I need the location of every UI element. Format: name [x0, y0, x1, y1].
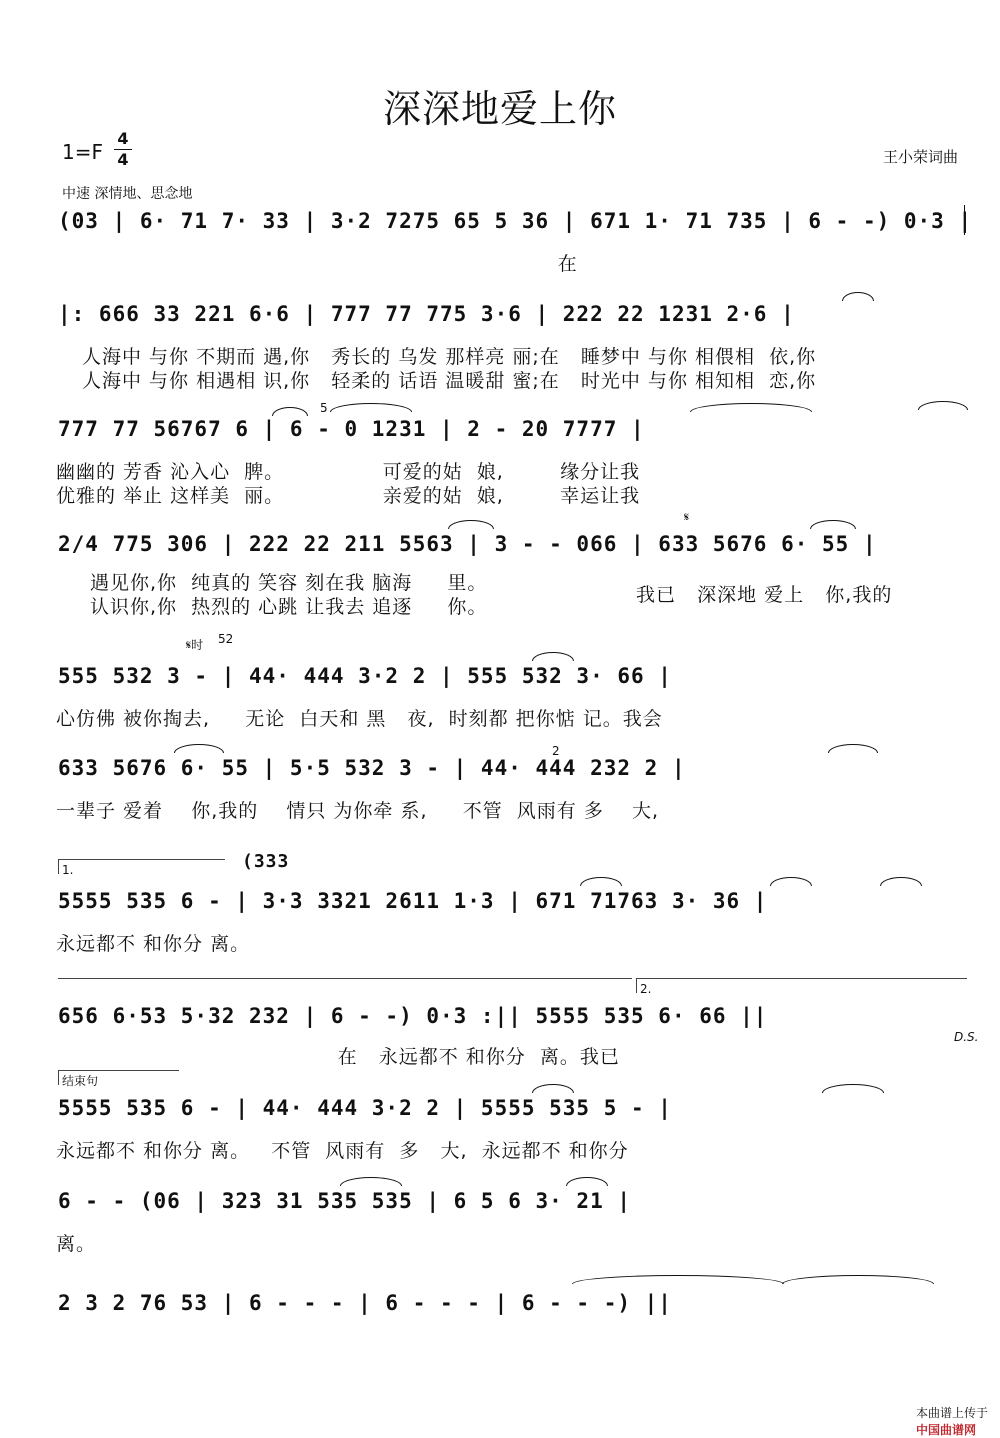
notes-line-4: 2/4 775 306 | 222 22 211 5563 | 3 - - 066 | 633 5676 6· 55 | — [58, 532, 877, 556]
pickup-notes: (333 — [242, 851, 290, 872]
volta-2-label: 2. — [640, 982, 652, 996]
lyrics-line-4-chorus: 我已 深深地 爱上 你,我的 — [636, 584, 893, 606]
lyrics-line-4-verse-1: 遇见你,你 纯真的 笑容 刻在我 脑海 里。 — [90, 572, 488, 594]
lyrics-line-3-verse-2: 优雅的 举止 这样美 丽。 亲爱的姑 娘, 幸运让我 — [56, 485, 641, 507]
key-signature: 1=F — [62, 140, 103, 164]
volta-bracket-1-continued — [58, 978, 632, 993]
slur — [572, 1275, 784, 1284]
notes-line-10: 6 - - (06 | 323 31 535 535 | 6 5 6 3· 21 | — [58, 1189, 632, 1213]
slur — [842, 292, 874, 301]
lyrics-line-4-verse-2: 认识你,你 热烈的 心跳 让我去 追逐 你。 — [90, 596, 488, 618]
lyrics-line-5: 心仿佛 被你掏去, 无论 白天和 黑 夜, 时刻都 把你惦 记。我会 — [56, 708, 663, 730]
slur — [330, 403, 412, 412]
time-sig-bottom: 4 — [117, 150, 129, 169]
slur — [690, 403, 812, 412]
footer-site: 中国曲谱网 — [915, 1423, 976, 1437]
notes-line-2: |: 666 33 221 6·6 | 777 77 775 3·6 | 222 22 1231 2·6 | — [58, 302, 795, 326]
slur — [340, 1177, 402, 1186]
slur — [448, 520, 494, 529]
slur — [880, 877, 922, 886]
volta-bracket-2 — [636, 978, 967, 993]
slur — [272, 407, 308, 416]
segno-sign: 𝄋 — [684, 510, 690, 524]
notes-line-5: 555 532 3 - | 44· 444 3·2 2 | 555 532 3· 66 | — [58, 664, 672, 688]
time-signature — [114, 130, 132, 169]
notes-line-8: 656 6·53 5·32 232 | 6 - -) 0·3 :|| 5555 535 6· 66 || — [58, 1004, 768, 1028]
slur — [810, 520, 856, 529]
time-sig-top: 4 — [117, 129, 129, 148]
notes-line-3: 777 77 56767 6 | 6 - 0 1231 | 2 - 20 7777 | — [58, 417, 645, 441]
lyrics-line-10: 离。 — [56, 1233, 97, 1255]
slur — [822, 1084, 884, 1093]
slur — [566, 1177, 608, 1186]
grace-note: 52 — [218, 632, 234, 646]
lyrics-line-3-verse-1: 幽幽的 芳香 沁入心 脾。 可爱的姑 娘, 缘分让我 — [56, 461, 641, 483]
slur — [770, 877, 812, 886]
composer-credit: 王小荣词曲 — [882, 148, 958, 166]
tempo-marking: 中速 深情地、思念地 — [62, 186, 193, 202]
ending-label: 结束句 — [62, 1074, 99, 1088]
notes-line-9: 5555 535 6 - | 44· 444 3·2 2 | 5555 535 5 - | — [58, 1096, 672, 1120]
page-title: 深深地爱上你 — [382, 87, 617, 131]
lyrics-line-2-verse-2: 人海中 与你 相遇相 识,你 轻柔的 话语 温暖甜 蜜;在 时光中 与你 相知相 恋,你 — [82, 370, 817, 392]
footer-prefix: 本曲谱上传于 — [915, 1406, 988, 1420]
lyrics-line-9: 永远都不 和你分 离。 不管 风雨有 多 大, 永远都不 和你分 — [56, 1140, 629, 1162]
slur — [174, 744, 224, 753]
grace-note: 2 — [552, 744, 560, 758]
notes-line-7: 5555 535 6 - | 3·3 3321 2611 1·3 | 671 71763 3· 36 | — [58, 889, 768, 913]
barline — [964, 205, 965, 235]
lyrics-line-8: 在 永远都不 和你分 离。我已 — [56, 1046, 620, 1068]
slur — [918, 401, 968, 410]
grace-note: 5 — [320, 401, 328, 415]
lyrics-line-1: 在 — [58, 253, 578, 275]
lyrics-line-6: 一辈子 爱着 你,我的 情只 为你牵 系, 不管 风雨有 多 大, — [56, 800, 660, 822]
slur — [580, 877, 622, 886]
notes-line-11: 2 3 2 76 53 | 6 - - - | 6 - - - | 6 - - -) || — [58, 1291, 672, 1315]
slur — [782, 1275, 934, 1284]
notes-line-6: 633 5676 6· 55 | 5·5 532 3 - | 44· 444 232 2 | — [58, 756, 686, 780]
segno-time-mark: 𝄋时 — [186, 638, 204, 652]
volta-bracket-1 — [58, 859, 225, 874]
lyrics-line-7: 永远都不 和你分 离。 — [56, 933, 251, 955]
slur — [532, 652, 574, 661]
volta-1-label: 1. — [62, 863, 74, 877]
slur — [532, 1084, 574, 1093]
notes-line-1: (03 | 6· 71 7· 33 | 3·2 7275 65 5 36 | 671 1· 71 735 | 6 - -) 0·3 | — [58, 209, 973, 233]
lyrics-line-2-verse-1: 人海中 与你 不期而 遇,你 秀长的 乌发 那样亮 丽;在 睡梦中 与你 相偎相 依,你 — [82, 346, 817, 368]
slur — [828, 744, 878, 753]
ds-marking: D.S. — [954, 1030, 979, 1044]
footer-credit — [908, 1390, 988, 1438]
